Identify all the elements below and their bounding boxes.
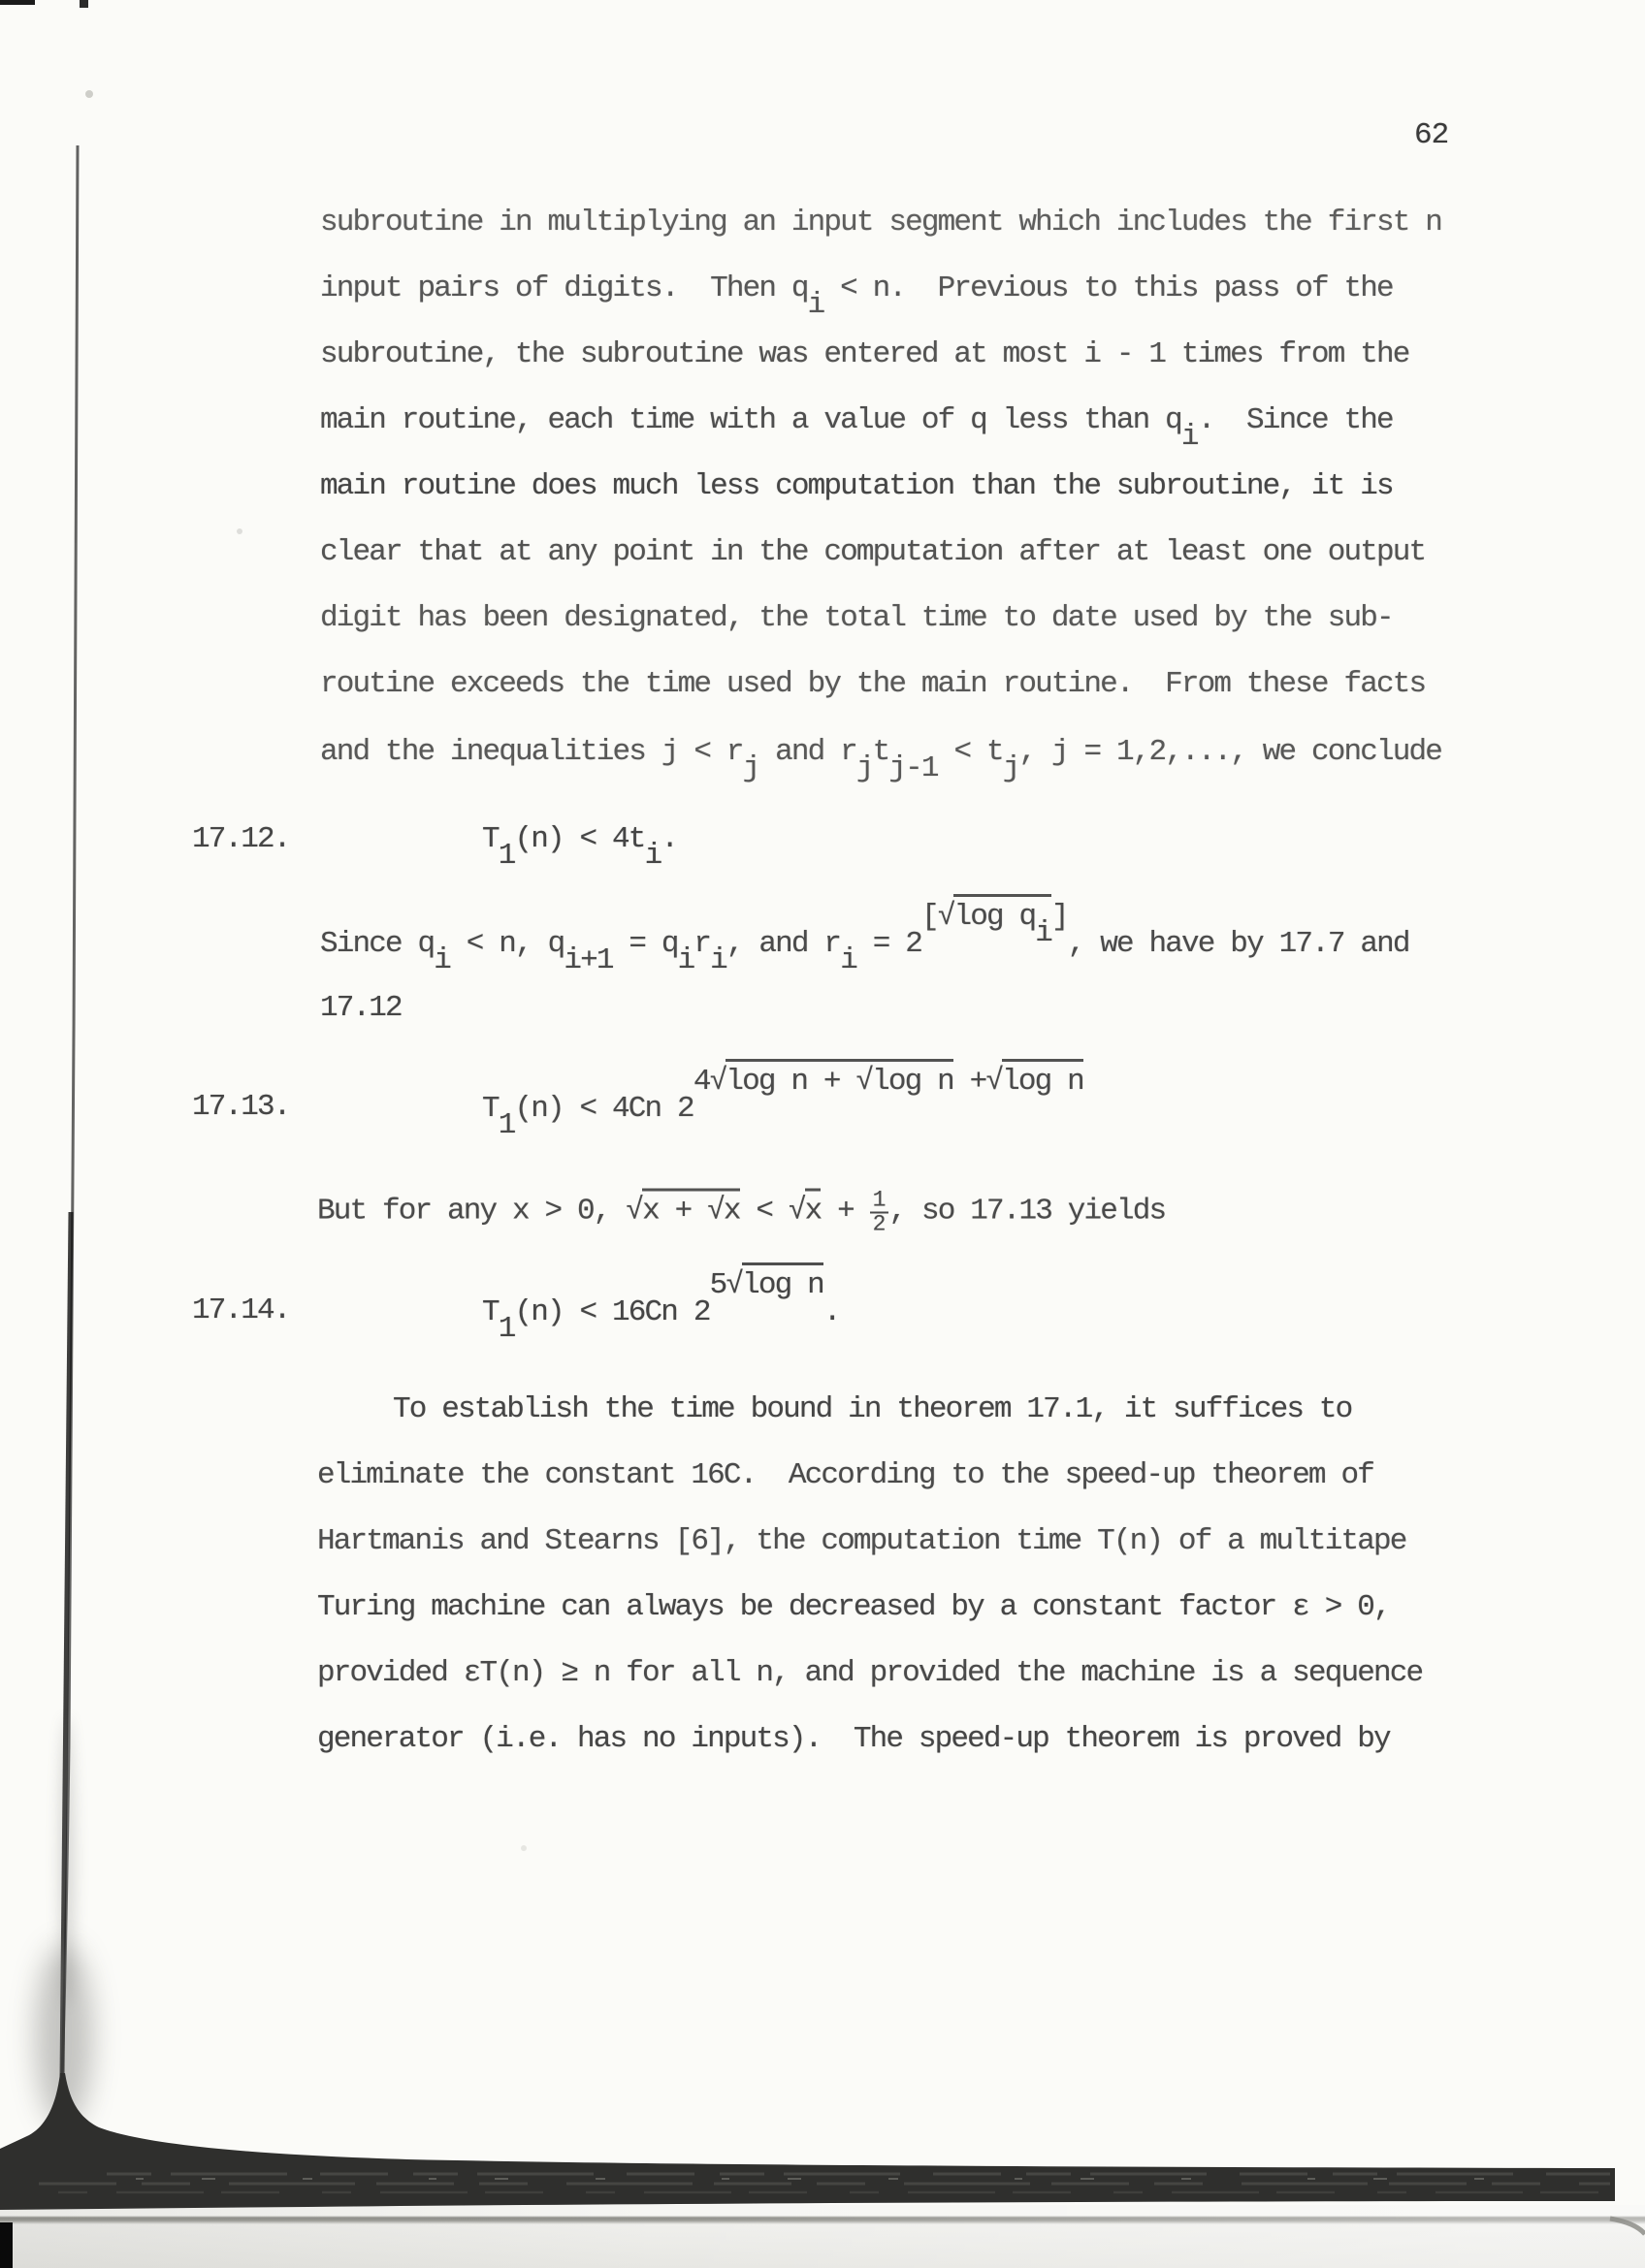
text-line: clear that at any point in the computation after at least one output bbox=[320, 535, 1426, 569]
page-bottom-shadow bbox=[0, 2205, 1645, 2268]
equation-17-13: T1(n) < 4Cn 24√log n + √log n +√log n bbox=[482, 1086, 1083, 1129]
text-line: generator (i.e. has no inputs). The speed-up theorem is proved by bbox=[317, 1722, 1390, 1756]
page-number: 62 bbox=[1414, 118, 1449, 152]
text-line: provided εT(n) ≥ n for all n, and provided the machine is a sequence bbox=[317, 1656, 1423, 1690]
text-line: and the inequalities j < rj and rjtj-1 < tj, j = 1,2,..., we conclude bbox=[320, 735, 1442, 785]
text-line: eliminate the constant 16C. According to the speed-up theorem of bbox=[317, 1458, 1373, 1492]
text-line: subroutine, the subroutine was entered at most i - 1 times from the bbox=[320, 337, 1409, 371]
subscript: i bbox=[1180, 420, 1198, 454]
equation-label-17-14: 17.14. bbox=[192, 1294, 290, 1327]
superscript: 5√log n bbox=[710, 1268, 823, 1302]
text-line: Hartmanis and Stearns [6], the computation time T(n) of a multitape bbox=[317, 1524, 1406, 1558]
text-line: main routine does much less computation than the subroutine, it is bbox=[320, 469, 1393, 503]
subscript: j bbox=[742, 751, 759, 785]
subscript: i bbox=[1035, 916, 1052, 950]
text-line: subroutine in multiplying an input segment which includes the first n bbox=[320, 206, 1441, 240]
equation-17-12: T1(n) < 4ti. bbox=[482, 822, 678, 873]
subscript: i bbox=[840, 943, 856, 977]
text-line: Since qi < n, qi+1 = qiri, and ri = 2[√log qi], we have by 17.7 and bbox=[320, 921, 1409, 964]
subscript: i bbox=[677, 943, 694, 977]
subscript: j bbox=[855, 751, 873, 785]
subscript: j-1 bbox=[888, 751, 938, 785]
superscript: 4√log n + √log n +√log n bbox=[693, 1065, 1083, 1099]
subscript: j bbox=[1002, 751, 1019, 785]
text-line: routine exceeds the time used by the main routine. From these facts bbox=[320, 667, 1426, 701]
text-line: Turing machine can always be decreased by a constant factor ε > 0, bbox=[317, 1590, 1390, 1624]
text-line: main routine, each time with a value of q less than qi. Since the bbox=[320, 403, 1393, 454]
overline-radicand: x bbox=[805, 1189, 822, 1231]
subscript: i+1 bbox=[564, 943, 613, 977]
text-line: 17.12 bbox=[320, 991, 402, 1025]
subscript: 1 bbox=[498, 839, 515, 873]
overline-radicand: log n + √log n bbox=[726, 1059, 953, 1102]
subscript: 1 bbox=[498, 1108, 515, 1142]
text-line: To establish the time bound in theorem 17.1, it suffices to bbox=[393, 1392, 1352, 1426]
superscript: [√log qi] bbox=[921, 900, 1068, 934]
overline-radicand: log qi bbox=[953, 894, 1051, 937]
overline-radicand: log n bbox=[742, 1262, 823, 1305]
subscript: i bbox=[710, 943, 726, 977]
subscript: 1 bbox=[498, 1312, 515, 1346]
equation-17-14: T1(n) < 16Cn 25√log n. bbox=[482, 1290, 840, 1332]
overline-radicand: log n bbox=[1002, 1059, 1083, 1102]
subscript: i bbox=[644, 839, 661, 873]
equation-label-17-13: 17.13. bbox=[192, 1090, 290, 1124]
overline-radicand: x + √x bbox=[642, 1189, 740, 1231]
fraction: $\frac{1}{2}$ bbox=[870, 1190, 889, 1236]
text-line: digit has been designated, the total time to date used by the sub- bbox=[320, 601, 1393, 635]
subscript: i bbox=[434, 943, 451, 977]
text-line: But for any x > 0, √x + √x < √x + $\frac{1}{2}$ , so 17.13 yields bbox=[317, 1187, 1166, 1237]
book-spine-line bbox=[35, 145, 93, 2128]
subscript: i bbox=[807, 288, 824, 322]
equation-label-17-12: 17.12. bbox=[192, 822, 290, 856]
text-line: input pairs of digits. Then qi < n. Previous to this pass of the bbox=[320, 272, 1393, 322]
